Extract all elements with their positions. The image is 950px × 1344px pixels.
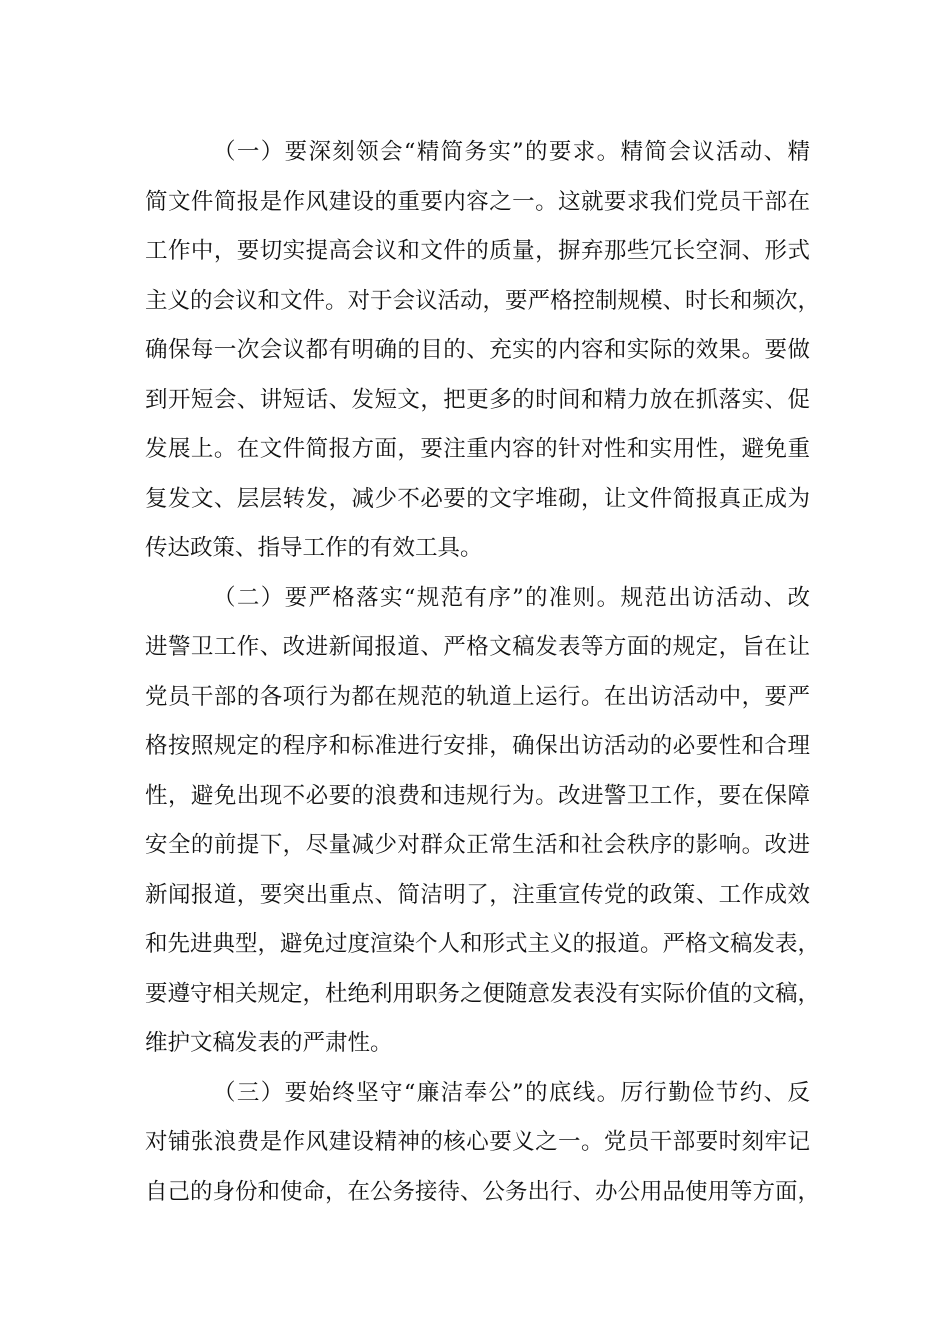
- text-line: 格按照规定的程序和标准进行安排，确保出访活动的必要性和合理: [145, 733, 810, 759]
- document-body: [145, 128, 821, 1217]
- text-line: 进警卫工作、改进新闻报道、严格文稿发表等方面的规定，旨在让: [145, 634, 810, 660]
- text-line: 到开短会、讲短话、发短文，把更多的时间和精力放在抓落实、促: [145, 386, 810, 413]
- text-line: 性，避免出现不必要的浪费和违规行为。改进警卫工作，要在保障: [145, 782, 810, 809]
- text-line: 新闻报道，要突出重点、简洁明了，注重宣传党的政策、工作成效: [145, 881, 810, 908]
- text-line: （三）要始终坚守“廉洁奉公”的底线。厉行勤俭节约、反: [213, 1079, 810, 1106]
- paragraph-3: [145, 1069, 821, 1218]
- text-line: 对铺张浪费是作风建设精神的核心要义之一。党员干部要时刻牢记: [145, 1129, 810, 1155]
- text-line: （一）要深刻领会“精简务实”的要求。精简会议活动、精: [213, 139, 810, 165]
- text-line: 主义的会议和文件。对于会议活动，要严格控制规模、时长和频次，: [145, 287, 821, 314]
- text-line: 和先进典型，避免过度渲染个人和形式主义的报道。严格文稿发表，: [145, 931, 821, 957]
- text-line: 传达政策、指导工作的有效工具。: [145, 535, 483, 561]
- paragraph-2: [145, 574, 821, 1069]
- text-line: 党员干部的各项行为都在规范的轨道上运行。在出访活动中，要严: [145, 683, 810, 710]
- text-line: 要遵守相关规定，杜绝利用职务之便随意发表没有实际价值的文稿，: [145, 980, 821, 1007]
- text-line: 确保每一次会议都有明确的目的、充实的内容和实际的效果。要做: [145, 337, 810, 363]
- paragraph-1: [145, 128, 821, 574]
- text-line: 复发文、层层转发，减少不必要的文字堆砌，让文件简报真正成为: [145, 485, 810, 512]
- text-line: 维护文稿发表的严肃性。: [145, 1030, 393, 1056]
- text-line: 安全的前提下，尽量减少对群众正常生活和社会秩序的影响。改进: [145, 832, 810, 858]
- text-line: （二）要严格落实“规范有序”的准则。规范出访活动、改: [213, 584, 810, 611]
- text-line: 工作中，要切实提高会议和文件的质量，摒弃那些冗长空洞、形式: [145, 238, 810, 264]
- text-line: 自己的身份和使命，在公务接待、公务出行、办公用品使用等方面，: [145, 1178, 821, 1205]
- text-line: 发展上。在文件简报方面，要注重内容的针对性和实用性，避免重: [145, 436, 810, 462]
- text-line: 简文件简报是作风建设的重要内容之一。这就要求我们党员干部在: [145, 188, 810, 215]
